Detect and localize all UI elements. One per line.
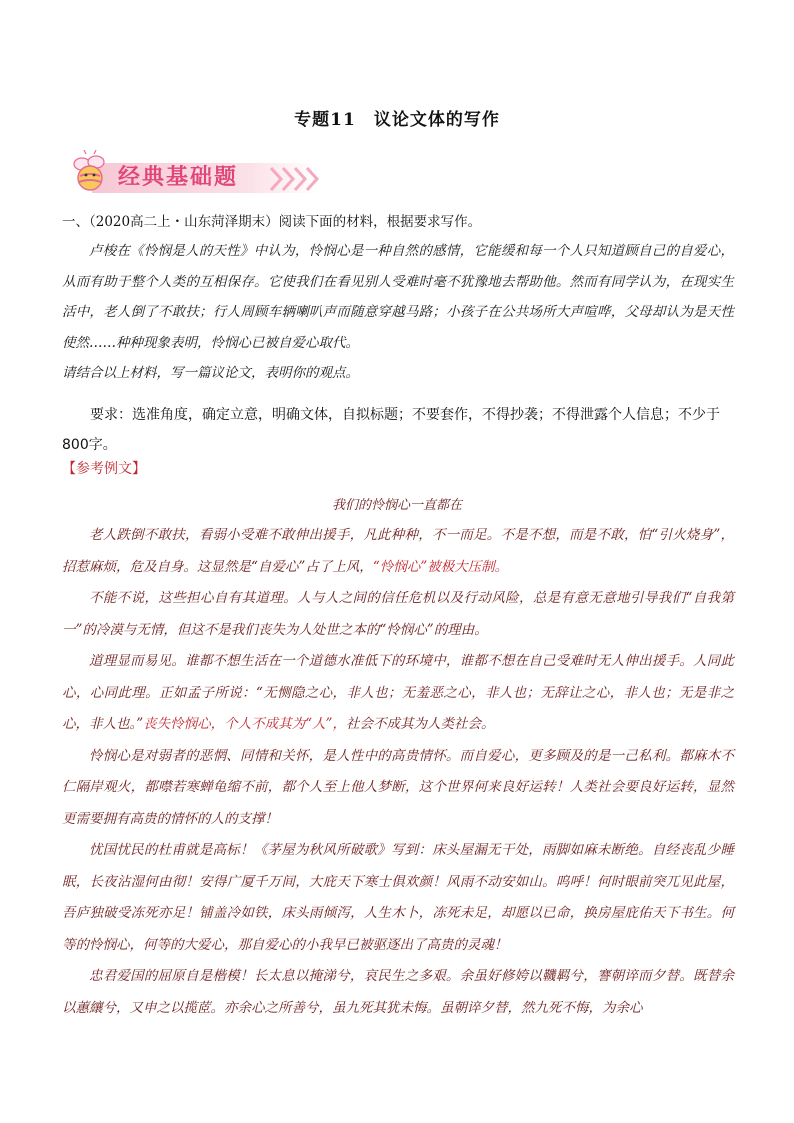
essay-highlight: 丧失怜悯心，个人不成其为“人”， bbox=[143, 716, 346, 732]
banner-label: 经典基础题 bbox=[118, 165, 239, 190]
essay-highlight: “怜悯心”被极大压制。 bbox=[372, 558, 509, 575]
essay-paragraph bbox=[62, 520, 734, 583]
material-instruction: 请结合以上材料，写一篇议论文，表明你的观点。 bbox=[62, 365, 359, 381]
essay-paragraph: 不能不说，这些担心自有其道理。人与人之间的信任危机以及行动风险，总是有意无意地引导我们“自我第一”的冷漠与无情，但这不是我们丧失为人处世之本的“怜悯心”的理由。 bbox=[62, 590, 734, 638]
reference-label: 【参考例文】 bbox=[62, 461, 146, 477]
question-line: 一、（2020高二上・山东菏泽期末）阅读下面的材料，根据要求写作。 bbox=[62, 214, 482, 230]
requirements bbox=[62, 400, 734, 460]
section-banner bbox=[62, 150, 302, 198]
essay-body bbox=[62, 520, 734, 1024]
essay-paragraph bbox=[62, 646, 734, 741]
bee-icon bbox=[68, 150, 112, 196]
essay-text: 道理显而易见。谁都不想生活在一个道德水准低下的环境中，谁都不想在自己受难时无人伸出援手。人同此心，心同此理。正如孟子所说：“无恻隐之心，非人也；无羞恶之心，非人也；无辞让之心，非人也；无是非之心，非人也。” bbox=[62, 653, 734, 732]
material-paragraph: 卢梭在《怜悯是人的天性》中认为，怜悯心是一种自然的感情，它能缓和每一个人只知道顾自己的自爱心，从而有助于整个人类的互相保存。它使我们在看见别人受难时毫不犹豫地去帮助他。然而有同学认为，在现实生活中，老人倒了不敢扶；行人周顾车辆喇叭声而随意穿越马路；小孩子在公共场所大声喧哗，父母却认为是天性使然……种种现象表明，怜悯心已被自爱心取代。 bbox=[62, 243, 734, 351]
chevron-arrows-icon bbox=[267, 165, 327, 193]
page-title: 专题11 议论文体的写作 bbox=[294, 110, 500, 130]
essay-paragraph: 忧国忧民的杜甫就是高标！《茅屋为秋风所破歌》写到：床头屋漏无干处，雨脚如麻未断绝。自经丧乱少睡眠，长夜沾湿何由彻！安得广厦千万间，大庇天下寒士俱欢颜！风雨不动安如山。呜呼！何时眼前突兀见此屋，吾庐独破受冻死亦足！铺盖冷如铁，床头雨倾泻，人生木卜，冻死未足，却愿以已命，换房屋庇佑天下书生。何等的怜悯心，何等的大爱心，那自爱心的小我早已被驱逐出了高贵的灵魂！ bbox=[62, 842, 734, 953]
material-text bbox=[62, 236, 734, 389]
requirements-text: 要求：选准角度，确定立意，明确文体，自拟标题；不要套作，不得抄袭；不得泄露个人信息；不少于800字。 bbox=[62, 407, 720, 453]
essay-paragraph: 怜悯心是对弱者的恶惘、同情和关怀，是人性中的高贵情怀。而自爱心，更多顾及的是一己私利。都麻木不仁隔岸观火，都噤若寒蝉龟缩不前，都个人至上他人梦断，这个世界何来良好运转！人类社会要良好运转，显然更需要拥有高贵的情怀的人的支撑！ bbox=[62, 747, 734, 827]
essay-paragraph: 忠君爱国的屈原自是楷模！长太息以掩涕兮，哀民生之多艰。余虽好修姱以鞿羁兮，謇朝谇而夕替。既替余以蕙纕兮，又申之以揽茝。亦余心之所善兮，虽九死其犹未悔。虽朝谇夕替，然九死不悔，为余心 bbox=[62, 968, 734, 1016]
essay-title: 我们的怜悯心一直都在 bbox=[331, 498, 462, 513]
essay-text: 老人跌倒不敢扶，看弱小受难不敢伸出援手，凡此种种，不一而足。不是不想，而是不敢，怕“引火烧身”，招惹麻烦，危及自身。这显然是“自爱心”占了上风， bbox=[62, 527, 734, 575]
essay-text: 社会不成其为人类社会。 bbox=[345, 716, 495, 732]
